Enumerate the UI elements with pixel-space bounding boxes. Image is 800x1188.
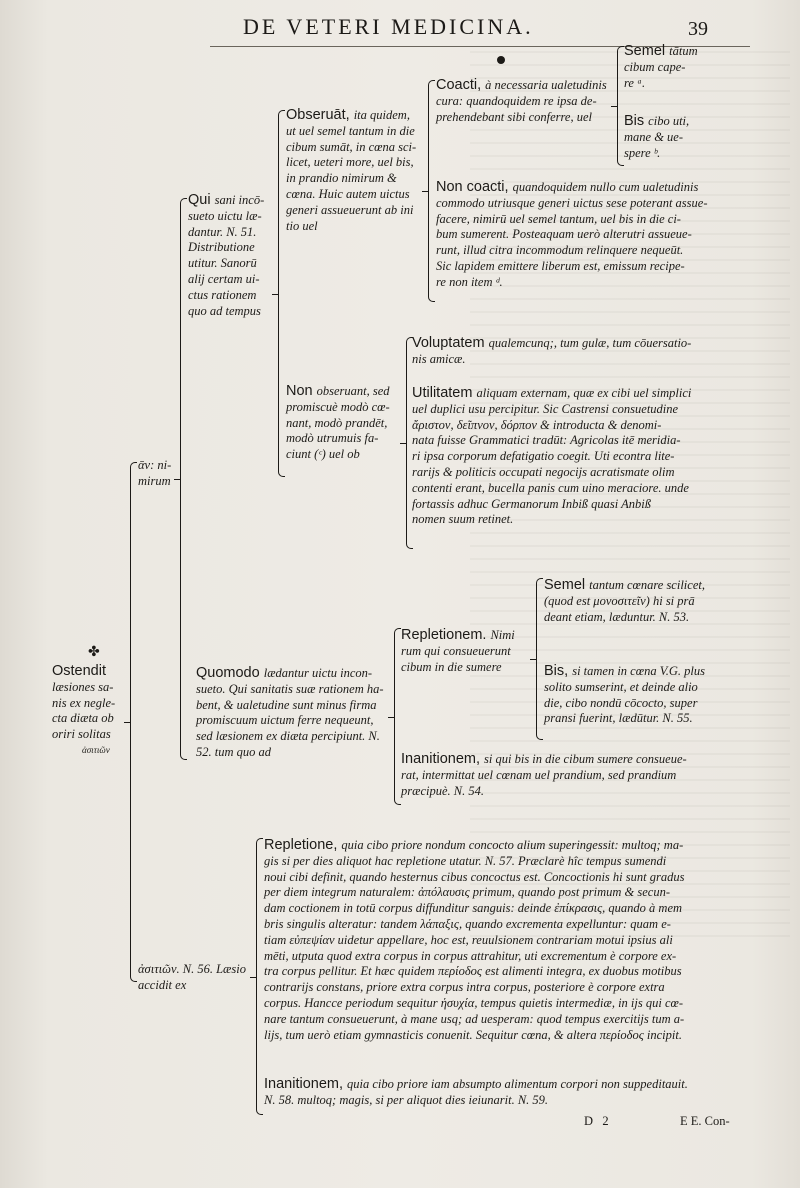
non-observant-block — [286, 384, 406, 463]
utilitatem-block — [412, 386, 732, 528]
semel-coenare-block — [544, 578, 744, 625]
utilitatem-heading: Utilitatem — [412, 385, 477, 401]
bis-cibo-heading: Bis — [624, 113, 649, 129]
qui-sani-block — [188, 193, 284, 319]
quomodo-text: lædantur uictu incon- sueto. Qui sanitatis suæ rationem ha- bent, & ualetudine sunt minus firma promiscuum uictum ferre nequeunt, sed læsionem ex diæta percipiunt. N. 52. tum quo ad — [196, 666, 384, 759]
branch-a-label: ᾱν: ni- mirum — [138, 458, 172, 488]
semel-coenare-text: tantum cœnare scilicet, (quod est μονοσιτεῖν) hi si prā deant etiam, læduntur. N. 53. — [544, 578, 705, 624]
inanitionem-two-block — [264, 1077, 734, 1109]
non-coacti-text: quandoquidem nullo cum ualetudinis commodo utriusque generi uictus sese poterant assue- facere, nimirū uel semel tantum, uel bis in die ci- bum sumerent. Posteaquam uerò alterutri assueue- runt, illud citra incommodum relinquere nequeūt. Sic lapidem emittere liberum est, emissum recipe- re non item ᵈ. — [436, 180, 708, 289]
page-number: 39 — [688, 18, 708, 40]
bis-cibo-block — [624, 114, 734, 161]
qui-sani-text: sani incō- sueto uictu læ- dantur. N. 51. Distributione utitur. Sanorū alij certam ui- ctus rationem quo ad tempus — [188, 193, 265, 318]
bis-si-text: si tamen in cœna V.G. plus solito sumserint, et deinde alio die, cibo nondū cōcocto, super pransi fuerint, lædūtur. N. 55. — [544, 664, 705, 726]
observant-block — [286, 108, 434, 234]
quomodo-heading: Quomodo — [196, 665, 264, 681]
brace-coacti — [617, 46, 624, 166]
coacti-text: à necessaria ualetudinis cura: quandoquidem re ipsa de- prehendebant sibi conferre, uel — [436, 78, 607, 124]
repletione-text: quia cibo priore nondum concocto alium superingessit: multoq; ma- gis si per dies aliquot hac repletione utatur. N. 57. Præclarè hîc tempus sumendi noui cibi definit, quando hesternus cibus concoctus est. Concoctionis hi sunt gradus per diem integrum naturalem: ἀπόλαυσις primum, quando post primum & secun- dam coctionem in totū corpus diffunditur sanguis: deinde ἐπίκρασις, quando à mem bris singulis alteratur: tandem λάπαξις, quando excrementa expelluntur: quam e- tiam εὐπεψίαν uidetur appellare, hoc est, reuulsionem contrariam motui ipsius ali mēti, utputa quod extra corpus in corpus attrahitur, uti excrementum è corpore ex- tra corpus pellitur. Et hæc quidem περίοδος est alimenti integra, ex duobus motibus contrarijs constans, priore extra corpus intra corpus, posteriore è corpore extra corpus. Hancce periodum sequitur ἡσυχία, tempus quietis intermediæ, in ijs qui cœ- nare tantum consueuerunt, à mane usq; ad uesperam: quod tempus exercitijs tum a- lijs, tum uerò etiam gymnasticis conuenit. Sequitur cœna, & altera περίοδος incipit. — [264, 838, 685, 1042]
ink-dot — [497, 56, 505, 64]
non-coacti-block — [436, 180, 736, 291]
root-greek: ἀσιτιῶν — [82, 744, 110, 755]
inanitionem-one-block — [401, 752, 731, 799]
semel-tantum-text: tātum cibum cape- re ᵃ. — [624, 44, 698, 90]
root-heading: Ostendit — [52, 663, 106, 679]
semel-coenare-heading: Semel — [544, 577, 590, 593]
semel-tantum-block — [624, 44, 734, 91]
inanitionem-one-text: si qui bis in die cibum sumere consueue- rat, intermittat uel cœnam uel prandium, sed prandium præcipuè. N. 54. — [401, 752, 687, 798]
inanitionem-two-heading: Inanitionem, — [264, 1076, 348, 1092]
bis-cibo-text: cibo uti, mane & ue- spere ᵇ. — [624, 114, 690, 160]
repletione-heading: Repletione, — [264, 837, 342, 853]
coacti-heading: Coacti, — [436, 77, 486, 93]
non-observant-text: obseruant, sed promiscuè modò cœ- nant, modò prandēt, modò utrumuis fa- ciunt (ᶜ) uel ob — [286, 384, 390, 462]
signature-mark: D 2 — [584, 1114, 609, 1128]
non-coacti-heading: Non coacti, — [436, 179, 513, 195]
voluptatem-text: qualemcunq;, tum gulæ, tum cōuersatio- nis amicæ. — [412, 336, 692, 366]
inanitionem-one-heading: Inanitionem, — [401, 751, 485, 767]
catchword: E E. Con- — [680, 1114, 730, 1128]
page-header-title: DE VETERI MEDICINA. — [243, 14, 534, 39]
repletionem-heading: Repletionem. — [401, 627, 491, 643]
non-observant-heading: Non — [286, 383, 317, 399]
brace-repletionem — [536, 578, 543, 740]
bis-si-block — [544, 664, 744, 727]
bis-si-heading: Bis, — [544, 663, 573, 679]
qui-sani-heading: Qui — [188, 192, 215, 208]
coacti-block — [436, 78, 616, 125]
inanitionem-two-text: quia cibo priore iam absumpto alimentum corpori non suppeditauit. N. 58. multoq; magis, si per aliquot dies ieiunarit. N. 59. — [264, 1077, 688, 1107]
branch-b-label: ἀσιτιῶν. N. 56. Læsio accidit ex — [138, 962, 246, 992]
quomodo-block — [196, 666, 396, 761]
root-ostendit — [52, 645, 136, 759]
root-text: læsiones sa- nis ex negle- cta diæta ob oriri solitas — [52, 679, 116, 742]
voluptatem-heading: Voluptatem — [412, 335, 489, 351]
repletione-block — [264, 838, 734, 1043]
voluptatem-block — [412, 336, 722, 368]
utilitatem-text: aliquam externam, quæ ex cibi uel simplici uel duplici usu percipitur. Sic Castrensi consuetudine ἄριστον, δεῖπνον, δόρπον & introducta & denomi- nata fuisse Grammatici tradūt: Agricolas itē meridia- ri ipsa corporum defatigatio coegit. Uti econtra lite- rarijs & politicis occupati negocijs acratismate olim contenti erant, bucella panis cum uino meraciore. unde fortassis adhuc Germanorum Inbiß quasi Anbiß nomen suum retinet. — [412, 386, 692, 527]
semel-tantum-heading: Semel — [624, 43, 670, 59]
repletionem-block — [401, 628, 537, 675]
observant-text: ita quidem, ut uel semel tantum in die cibum sumāt, in cœna sci- licet, ueteri more, uel bis, in prandio nimirum & cœna. Huic autem uictus generi assueuerunt ab ini tio uel — [286, 108, 417, 233]
hedera-ornament: ✤ — [88, 645, 100, 660]
observant-heading: Obseruāt, — [286, 107, 354, 123]
repletionem-text: Nimi rum qui consueuerunt cibum in die sumere — [401, 628, 515, 674]
